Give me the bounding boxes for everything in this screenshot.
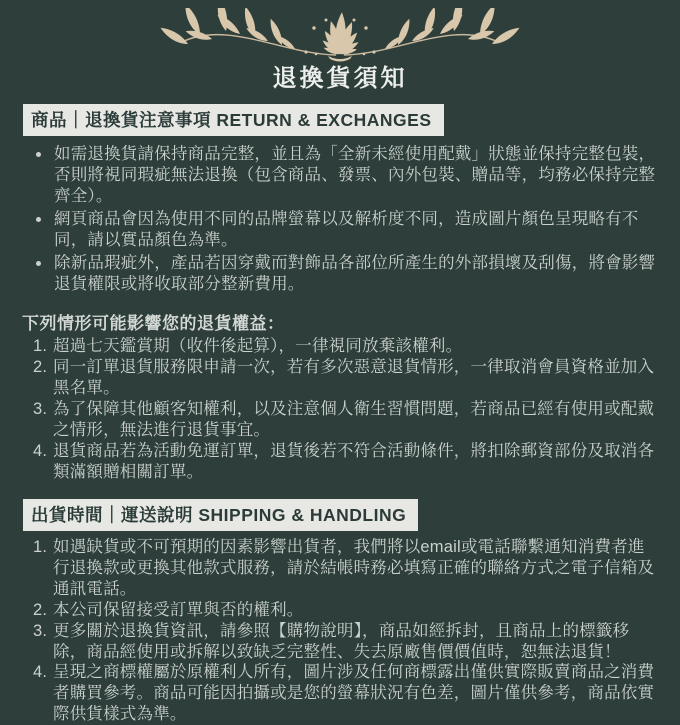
returns-bullet-list bbox=[20, 144, 660, 295]
shipping-list bbox=[20, 537, 660, 725]
ornament-container bbox=[20, 8, 660, 66]
list-item: 2. 同一訂單退貨服務限申請一次，若有多次惡意退貨情形，一律取消會員資格並加入黑名單。 bbox=[52, 357, 660, 399]
list-item: • 網頁商品會因為使用不同的品牌螢幕以及解析度不同，造成圖片顏色呈現略有不同，請以實品顏色為準。 bbox=[52, 209, 660, 251]
list-item: • 除新品瑕疵外，產品若因穿戴而對飾品各部位所產生的外部損壞及刮傷，將會影響退貨權限或將收取部分整新費用。 bbox=[52, 253, 660, 295]
list-item: 4. 退貨商品若為活動免運訂單，退貨後若不符合活動條件，將扣除郵資部份及取消各類滿額贈相關訂單。 bbox=[52, 441, 660, 483]
list-item: 4. 呈現之商標權屬於原權利人所有，圖片涉及任何商標露出僅供實際販賣商品之消費者購買參考。商品可能因拍攝或是您的螢幕狀況有色差，圖片僅供參考，商品依實際供貨樣式為準。 bbox=[52, 662, 660, 725]
list-item: 3. 為了保障其他顧客知權利，以及注意個人衛生習慣問題，若商品已經有使用或配戴之情形，無法進行退貨事宜。 bbox=[52, 399, 660, 441]
conditions-list bbox=[20, 336, 660, 483]
botanical-divider-icon bbox=[160, 8, 520, 66]
returns-section-header: 商品｜退換貨注意事項 RETURN & EXCHANGES bbox=[23, 104, 444, 136]
list-item: • 如需退換貨請保持商品完整，並且為「全新未經使用配戴」狀態並保持完整包裝，否則將視同瑕疵無法退換（包含商品、發票、內外包裝、贈品等，均務必保持完整齊全）。 bbox=[52, 144, 660, 207]
list-item: 3. 更多關於退換貨資訊，請參照【購物說明】，商品如經拆封，且商品上的標籤移除，商品經使用或拆解以致缺乏完整性、失去原廠售價價值時，恕無法退貨！ bbox=[52, 621, 660, 663]
list-item: 1. 超過七天鑑賞期（收件後起算），一律視同放棄該權利。 bbox=[52, 336, 660, 357]
list-item: 2. 本公司保留接受訂單與否的權利。 bbox=[52, 600, 660, 621]
list-item: 1. 如遇缺貨或不可預期的因素影響出貨者，我們將以email或電話聯繫通知消費者進行退換款或更換其他款式服務，請於結帳時務必填寫正確的聯絡方式之電子信箱及通訊電話。 bbox=[52, 537, 660, 600]
page-title: 退換貨須知 bbox=[272, 65, 408, 92]
shipping-section-header: 出貨時間｜運送說明 SHIPPING & HANDLING bbox=[23, 499, 418, 531]
conditions-heading: 下列情形可能影響您的退貨權益： bbox=[22, 314, 285, 334]
